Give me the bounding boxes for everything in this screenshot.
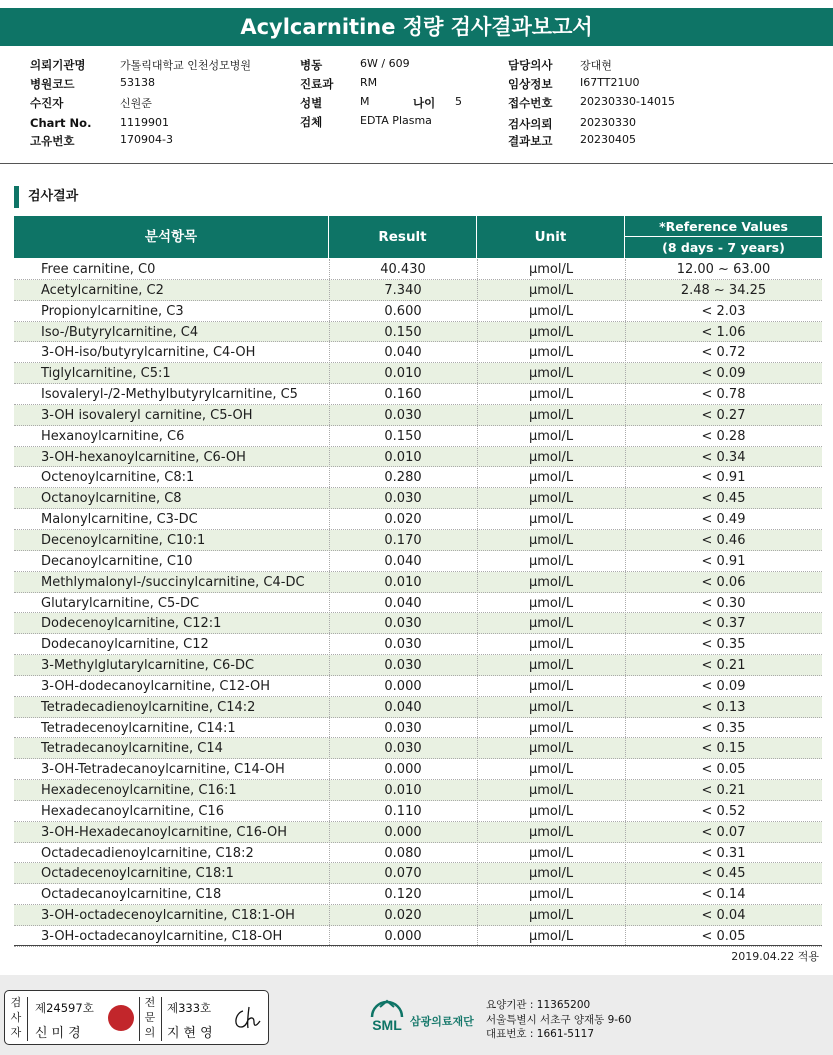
value-unique-id: 170904-3 [120,133,173,146]
header-analysis-item: 분석항목 [14,216,329,258]
reference-value: < 0.07 [701,824,746,840]
signature-divider [27,997,28,1041]
org-address: 서울특별시 서초구 양재동 9-60 [486,1013,632,1026]
analyte-name: Dodecenoylcarnitine, C12:1 [41,616,222,632]
result-value: 0.020 [384,908,422,924]
table-row [14,718,822,739]
label-specimen: 검체 [300,115,323,129]
analyte-name: Isovaleryl-/2-Methylbutyrylcarnitine, C5 [41,387,298,403]
table-row [14,676,822,697]
value-institution: 가톨릭대학교 인천성모병원 [120,59,252,72]
analyte-name: Decenoylcarnitine, C10:1 [41,532,206,548]
table-row [14,530,822,551]
reference-value: < 0.04 [701,908,746,924]
table-row [14,280,822,301]
analyte-name: Dodecanoylcarnitine, C12 [41,637,209,653]
table-row [14,488,822,509]
unit-value: μmol/L [528,824,574,840]
reference-value: < 0.21 [701,783,746,799]
table-row [14,884,822,905]
reference-value: < 2.03 [701,303,746,319]
analyte-name: Tetradecanoylcarnitine, C14 [41,741,223,757]
signature-icon [229,1003,263,1033]
unit-value: μmol/L [528,595,574,611]
organization-info [486,998,631,1042]
result-value: 0.000 [384,762,422,778]
value-age: 5 [455,95,462,108]
result-value: 0.080 [384,845,422,861]
value-doctor: 장대현 [580,59,612,72]
analyte-name: Acetylcarnitine, C2 [41,282,164,298]
result-value: 0.000 [384,824,422,840]
unit-value: μmol/L [528,262,574,277]
applied-date-note: 2019.04.22 적용 [731,950,819,963]
unit-value: μmol/L [528,929,574,944]
value-clinical-info: I67TT21U0 [580,76,640,89]
signature-divider [161,997,162,1041]
label-institution: 의뢰기관명 [30,58,86,72]
signature-box [4,990,269,1045]
value-department: RM [360,76,378,89]
result-value: 0.030 [384,658,422,674]
table-row [14,363,822,384]
table-row [14,655,822,676]
header-result: Result [329,216,477,258]
unit-value: μmol/L [528,762,574,778]
table-row [14,467,822,488]
unit-value: μmol/L [528,866,574,882]
analyte-name: Iso-/Butyrylcarnitine, C4 [41,324,199,340]
result-value: 0.030 [384,407,422,423]
table-row [14,926,822,947]
unit-value: μmol/L [528,491,574,507]
reference-value: 2.48 ~ 34.25 [680,282,767,298]
analyte-name: 3-Methylglutarylcarnitine, C6-DC [41,658,255,674]
result-value: 0.600 [384,303,422,319]
unit-value: μmol/L [528,387,574,403]
unit-value: μmol/L [528,303,574,319]
unit-value: μmol/L [528,366,574,382]
reference-value: 12.00 ~ 63.00 [676,262,771,277]
result-value: 0.110 [384,803,422,819]
analyte-name: Tetradecadienoylcarnitine, C14:2 [41,699,256,715]
reference-value: < 0.49 [701,512,746,528]
analyte-name: Free carnitine, C0 [41,262,156,277]
specialist-name: 지현영 [167,1026,217,1041]
value-hospital-code: 53138 [120,76,155,89]
reference-value: < 0.14 [701,887,746,903]
header-unit: Unit [477,216,625,258]
report-title: Acylcarnitine 정량 검사결과보고서 [0,8,833,46]
reference-value: < 0.28 [701,428,746,444]
reference-value: < 0.13 [701,699,746,715]
table-row [14,905,822,926]
section-title: 검사결과 [14,186,78,208]
analyte-name: Octadecenoylcarnitine, C18:1 [41,866,234,882]
unit-value: μmol/L [528,637,574,653]
label-request-date: 검사의뢰 [508,117,553,131]
result-value: 0.120 [384,887,422,903]
unit-value: μmol/L [528,449,574,465]
analyte-name: Methlymalonyl-/succinylcarnitine, C4-DC [41,574,305,590]
result-value: 0.070 [384,866,422,882]
table-row [14,801,822,822]
result-value: 0.010 [384,366,422,382]
table-bottom-rule [14,945,822,946]
result-value: 0.010 [384,449,422,465]
reference-value: < 0.52 [701,803,746,819]
result-value: 40.430 [380,262,426,277]
unit-value: μmol/L [528,345,574,361]
reference-value: < 0.45 [701,866,746,882]
result-value: 0.010 [384,574,422,590]
label-department: 진료과 [300,77,334,91]
unit-value: μmol/L [528,699,574,715]
analyte-name: Propionylcarnitine, C3 [41,303,184,319]
unit-value: μmol/L [528,470,574,486]
table-row [14,259,822,280]
table-row [14,843,822,864]
result-value: 0.030 [384,720,422,736]
result-value: 0.280 [384,470,422,486]
examiner-name: 신미경 [35,1026,85,1041]
table-row [14,509,822,530]
org-logo-name: 삼광의료재단 [410,1015,474,1028]
result-value: 0.150 [384,428,422,444]
result-value: 0.030 [384,491,422,507]
value-sex: M [360,95,370,108]
unit-value: μmol/L [528,803,574,819]
table-row [14,384,822,405]
result-value: 0.000 [384,929,422,944]
unit-value: μmol/L [528,720,574,736]
table-row [14,301,822,322]
label-receipt-no: 접수번호 [508,96,553,110]
label-age: 나이 [413,96,436,110]
reference-value: < 0.27 [701,407,746,423]
result-value: 0.030 [384,741,422,757]
results-table-body [14,259,822,947]
unit-value: μmol/L [528,324,574,340]
unit-value: μmol/L [528,887,574,903]
analyte-name: 3-OH-hexanoylcarnitine, C6-OH [41,449,246,465]
table-header [14,216,822,258]
reference-value: < 0.09 [701,678,746,694]
table-row [14,738,822,759]
label-unique-id: 고유번호 [30,134,75,148]
result-value: 0.040 [384,699,422,715]
label-sex: 성별 [300,96,323,110]
table-row [14,759,822,780]
header-divider [0,163,833,164]
reference-value: < 0.35 [701,637,746,653]
analyte-name: Hexadecanoylcarnitine, C16 [41,803,224,819]
analyte-name: 3-OH-octadecanoylcarnitine, C18-OH [41,929,283,944]
analyte-name: Octenoylcarnitine, C8:1 [41,470,195,486]
table-row [14,405,822,426]
table-row [14,322,822,343]
reference-value: < 0.72 [701,345,746,361]
reference-value: < 0.46 [701,532,746,548]
column-divider [477,259,478,945]
unit-value: μmol/L [528,616,574,632]
result-value: 0.010 [384,783,422,799]
unit-value: μmol/L [528,908,574,924]
result-value: 0.150 [384,324,422,340]
analyte-name: Hexadecenoylcarnitine, C16:1 [41,783,237,799]
label-ward: 병동 [300,58,323,72]
logo-mark-text: SML [372,1017,402,1033]
unit-value: μmol/L [528,512,574,528]
specialist-license: 제333호 [167,1001,212,1015]
seal-stamp-icon [108,1005,134,1031]
table-row [14,447,822,468]
reference-value: < 0.91 [701,553,746,569]
result-value: 0.040 [384,345,422,361]
label-patient: 수진자 [30,96,64,110]
label-clinical-info: 임상정보 [508,77,553,91]
reference-value: < 0.78 [701,387,746,403]
sml-logo-icon [366,997,408,1039]
table-row [14,342,822,363]
unit-value: μmol/L [528,407,574,423]
org-phone: 대표번호 : 1661-5117 [486,1028,595,1040]
column-divider [329,259,330,945]
result-value: 0.030 [384,637,422,653]
table-row [14,634,822,655]
label-report-date: 결과보고 [508,134,553,148]
reference-value: < 0.09 [701,366,746,382]
examiner-label: 검 사 자 [10,996,22,1039]
table-row [14,593,822,614]
header-reference-age-range: (8 days - 7 years) [662,240,785,255]
analyte-name: 3-OH isovaleryl carnitine, C5-OH [41,407,253,423]
reference-value: < 0.30 [701,595,746,611]
result-value: 7.340 [384,282,422,298]
reference-value: < 0.35 [701,720,746,736]
result-value: 0.030 [384,616,422,632]
analyte-name: Tetradecenoylcarnitine, C14:1 [41,720,236,736]
specialist-label: 전 문 의 [144,996,156,1039]
unit-value: μmol/L [528,282,574,298]
unit-value: μmol/L [528,741,574,757]
table-row [14,822,822,843]
result-value: 0.040 [384,595,422,611]
analyte-name: Octadecanoylcarnitine, C18 [41,887,222,903]
unit-value: μmol/L [528,428,574,444]
analyte-name: 3-OH-dodecanoylcarnitine, C12-OH [41,678,271,694]
table-row [14,572,822,593]
table-row [14,551,822,572]
analyte-name: Octanoylcarnitine, C8 [41,491,182,507]
value-chart-no: 1119901 [120,116,169,129]
examiner-license: 제24597호 [35,1001,94,1015]
patient-info [0,52,833,156]
analyte-name: Malonylcarnitine, C3-DC [41,512,198,528]
value-request-date: 20230330 [580,116,636,129]
value-receipt-no: 20230330-14015 [580,95,675,108]
reference-value: < 0.91 [701,470,746,486]
unit-value: μmol/L [528,845,574,861]
result-value: 0.000 [384,678,422,694]
reference-value: < 0.05 [701,929,746,944]
reference-value: < 0.05 [701,762,746,778]
value-specimen: EDTA Plasma [360,114,432,127]
value-ward: 6W / 609 [360,57,410,70]
label-doctor: 담당의사 [508,58,553,72]
reference-value: < 0.21 [701,658,746,674]
reference-value: < 1.06 [701,324,746,340]
unit-value: μmol/L [528,574,574,590]
value-patient: 신원준 [120,97,152,110]
unit-value: μmol/L [528,532,574,548]
analyte-name: Hexanoylcarnitine, C6 [41,428,185,444]
unit-value: μmol/L [528,553,574,569]
analyte-name: 3-OH-Hexadecanoylcarnitine, C16-OH [41,824,288,840]
result-value: 0.160 [384,387,422,403]
table-row [14,780,822,801]
result-value: 0.020 [384,512,422,528]
reference-value: < 0.31 [701,845,746,861]
reference-value: < 0.15 [701,741,746,757]
unit-value: μmol/L [528,678,574,694]
reference-value: < 0.06 [701,574,746,590]
label-chart-no: Chart No. [30,116,92,130]
reference-value: < 0.45 [701,491,746,507]
analyte-name: 3-OH-iso/butyrylcarnitine, C4-OH [41,345,256,361]
table-row [14,426,822,447]
analyte-name: Glutarylcarnitine, C5-DC [41,595,200,611]
value-report-date: 20230405 [580,133,636,146]
analyte-name: Octadecadienoylcarnitine, C18:2 [41,845,254,861]
table-row [14,863,822,884]
reference-value: < 0.34 [701,449,746,465]
column-divider [625,259,626,945]
analyte-name: Tiglylcarnitine, C5:1 [41,366,171,382]
unit-value: μmol/L [528,658,574,674]
label-hospital-code: 병원코드 [30,77,75,91]
table-row [14,697,822,718]
signature-divider [139,997,140,1041]
analyte-name: 3-OH-Tetradecanoylcarnitine, C14-OH [41,762,285,778]
reference-value: < 0.37 [701,616,746,632]
table-row [14,613,822,634]
header-reference-values: *Reference Values [625,216,822,237]
result-value: 0.040 [384,553,422,569]
analyte-name: Decanoylcarnitine, C10 [41,553,193,569]
unit-value: μmol/L [528,783,574,799]
result-value: 0.170 [384,532,422,548]
org-provider-code: 요양기관 : 11365200 [486,999,591,1011]
analyte-name: 3-OH-octadecenoylcarnitine, C18:1-OH [41,908,295,924]
